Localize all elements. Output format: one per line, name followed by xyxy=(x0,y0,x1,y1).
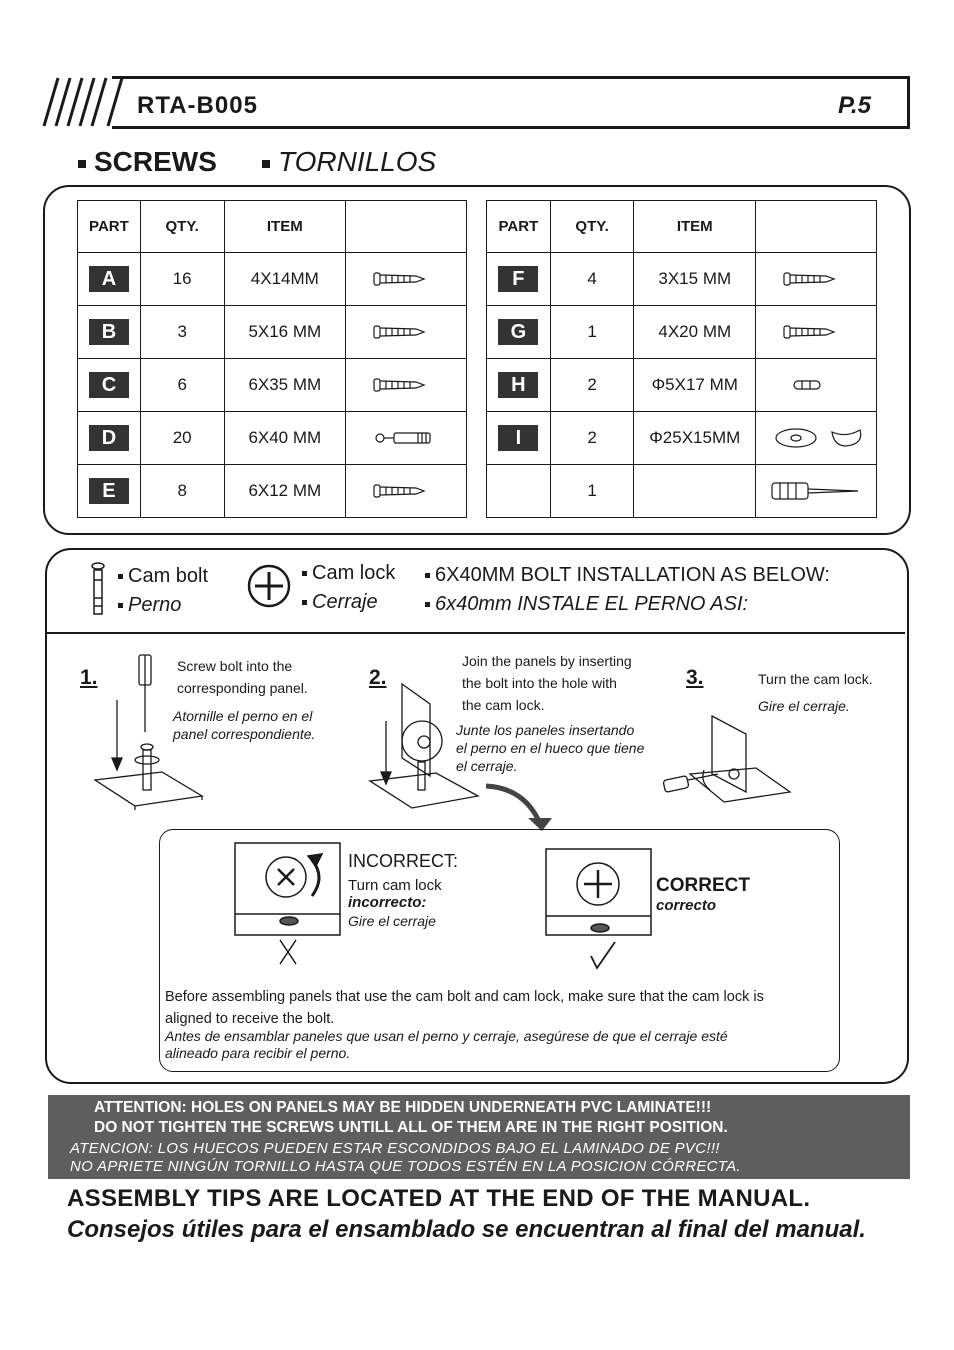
table-row xyxy=(487,465,877,518)
install-title-en: 6X40MM BOLT INSTALLATION AS BELOW: xyxy=(425,564,830,587)
header-part: PART xyxy=(78,201,141,253)
incorrect-text-es-bold: incorrecto: xyxy=(348,894,427,911)
icon-cell xyxy=(756,253,877,306)
legend-perno: Perno xyxy=(118,594,181,617)
attention-en-2: DO NOT TIGHTEN THE SCREWS UNTILL ALL OF THEM ARE IN THE RIGHT POSITION. xyxy=(94,1119,728,1136)
header-qty: QTY. xyxy=(550,201,634,253)
part-badge: H xyxy=(498,372,538,398)
qty-cell: 4 xyxy=(550,253,634,306)
step-3-text-en: Turn the cam lock. xyxy=(758,671,873,687)
icon-cell xyxy=(756,465,877,518)
assembly-tips-es: Consejos útiles para el ensamblado se encuentran al final del manual. xyxy=(67,1216,866,1243)
qty-cell: 2 xyxy=(550,412,634,465)
item-cell xyxy=(634,465,756,518)
part-badge: B xyxy=(89,319,129,345)
legend-cerraje: Cerraje xyxy=(302,591,378,614)
incorrect-illustration xyxy=(234,842,344,972)
icon-cell xyxy=(346,306,467,359)
assembly-tips-en: ASSEMBLY TIPS ARE LOCATED AT THE END OF THE MANUAL. xyxy=(67,1185,811,1212)
part-badge: A xyxy=(89,266,129,292)
table-row xyxy=(78,412,467,465)
correct-title: CORRECT xyxy=(656,875,750,896)
attention-es-1: ATENCION: LOS HUECOS PUEDEN ESTAR ESCONDIDOS BAJO EL LAMINADO DE PVC!!! xyxy=(70,1140,720,1157)
header-item: ITEM xyxy=(224,201,346,253)
cam-lock-icon xyxy=(247,564,291,608)
table-row xyxy=(78,465,467,518)
parts-table-right xyxy=(486,200,877,518)
part-cell xyxy=(78,253,141,306)
parts-table-left xyxy=(77,200,467,518)
part-badge: E xyxy=(89,478,129,504)
part-cell xyxy=(487,412,551,465)
part-cell xyxy=(487,253,551,306)
item-cell: 6X35 MM xyxy=(224,359,346,412)
step-2-text-en: Join the panels by inserting the bolt into the hole with the cam lock. xyxy=(462,653,632,713)
icon-cell xyxy=(756,306,877,359)
header-blank xyxy=(756,201,877,253)
part-cell xyxy=(487,306,551,359)
part-badge: F xyxy=(498,266,538,292)
qty-cell: 16 xyxy=(140,253,224,306)
table-row xyxy=(487,306,877,359)
item-cell: 4X14MM xyxy=(224,253,346,306)
part-badge: G xyxy=(498,319,538,345)
screw-icon xyxy=(356,471,456,511)
section-title-es: TORNILLOS xyxy=(262,146,436,178)
part-cell xyxy=(78,465,141,518)
step-3-text-es: Gire el cerraje. xyxy=(758,698,850,714)
part-badge: C xyxy=(89,372,129,398)
table-row xyxy=(78,359,467,412)
item-cell: Φ5X17 MM xyxy=(634,359,756,412)
part-cell xyxy=(487,465,551,518)
table-row xyxy=(487,412,877,465)
attention-banner xyxy=(48,1095,910,1179)
screw-icon xyxy=(766,259,866,299)
step-3-number: 3. xyxy=(686,666,704,689)
item-cell: 5X16 MM xyxy=(224,306,346,359)
header-qty: QTY. xyxy=(140,201,224,253)
screw-icon xyxy=(356,259,456,299)
qty-cell: 20 xyxy=(140,412,224,465)
header-part: PART xyxy=(487,201,551,253)
part-badge: D xyxy=(89,425,129,451)
qty-cell: 8 xyxy=(140,465,224,518)
incorrect-text-es: Gire el cerraje xyxy=(348,913,436,929)
incorrect-text-en: Turn cam lock xyxy=(348,877,442,894)
header-item: ITEM xyxy=(634,201,756,253)
item-cell: 6X12 MM xyxy=(224,465,346,518)
step-1-text-es: Atornille el perno en el panel correspondiente. xyxy=(173,708,316,742)
screw-icon xyxy=(766,312,866,352)
item-cell: 3X15 MM xyxy=(634,253,756,306)
check-note-es: Antes de ensamblar paneles que usan el perno y cerraje, asegúrese de que el cerraje esté alineado para recibir el perno. xyxy=(165,1028,728,1061)
step-2-text-es: Junte los paneles insertando el perno en el hueco que tiene el cerraje. xyxy=(456,722,645,774)
qty-cell: 1 xyxy=(550,306,634,359)
qty-cell: 1 xyxy=(550,465,634,518)
table-row xyxy=(487,253,877,306)
dowel-icon xyxy=(766,365,866,405)
attention-en-1: ATTENTION: HOLES ON PANELS MAY BE HIDDEN UNDERNEATH PVC LAMINATE!!! xyxy=(94,1099,712,1116)
page-number: P.5 xyxy=(838,92,871,119)
attention-es-2: NO APRIETE NINGÚN TORNILLO HASTA QUE TODOS ESTÉN EN LA POSICION CÓRRECTA. xyxy=(70,1158,741,1175)
screwdriver-icon xyxy=(766,471,866,511)
icon-cell xyxy=(346,465,467,518)
table-row xyxy=(78,306,467,359)
cam-bolt-icon xyxy=(86,560,110,620)
header-blank xyxy=(346,201,467,253)
item-cell: 4X20 MM xyxy=(634,306,756,359)
icon-cell xyxy=(346,412,467,465)
icon-cell xyxy=(756,359,877,412)
legend-cam-lock: Cam lock xyxy=(302,562,395,585)
table-row xyxy=(78,253,467,306)
legend-cam-bolt: Cam bolt xyxy=(118,565,208,588)
step-1-text-en: Screw bolt into the corresponding panel. xyxy=(177,658,308,696)
check-note-en: Before assembling panels that use the cam bolt and cam lock, make sure that the cam lock is aligned to receive the bolt. xyxy=(165,989,764,1027)
item-cell: Φ25X15MM xyxy=(634,412,756,465)
step-1-illustration xyxy=(92,650,212,810)
part-badge: I xyxy=(498,425,538,451)
part-cell xyxy=(78,306,141,359)
divider xyxy=(47,632,905,634)
correct-text-es: correcto xyxy=(656,897,717,914)
incorrect-title: INCORRECT: xyxy=(348,851,459,871)
correct-illustration xyxy=(545,848,655,974)
section-title-en: SCREWS xyxy=(78,146,217,178)
icon-cell xyxy=(346,359,467,412)
qty-cell: 6 xyxy=(140,359,224,412)
cam-lock-icon xyxy=(766,418,866,458)
qty-cell: 2 xyxy=(550,359,634,412)
table-row xyxy=(487,359,877,412)
icon-cell xyxy=(346,253,467,306)
step-1-number: 1. xyxy=(80,666,98,689)
item-cell: 6X40 MM xyxy=(224,412,346,465)
icon-cell xyxy=(756,412,877,465)
screw-icon xyxy=(356,365,456,405)
part-cell xyxy=(78,412,141,465)
part-cell xyxy=(487,359,551,412)
screw-icon xyxy=(356,312,456,352)
cam-bolt-icon xyxy=(356,418,456,458)
install-title-es: 6x40mm INSTALE EL PERNO ASI: xyxy=(425,593,748,616)
model-number: RTA-B005 xyxy=(137,92,258,119)
step-3-illustration xyxy=(660,712,800,816)
step-2-number: 2. xyxy=(369,666,387,689)
part-cell xyxy=(78,359,141,412)
step-2-illustration xyxy=(366,676,566,836)
qty-cell: 3 xyxy=(140,306,224,359)
